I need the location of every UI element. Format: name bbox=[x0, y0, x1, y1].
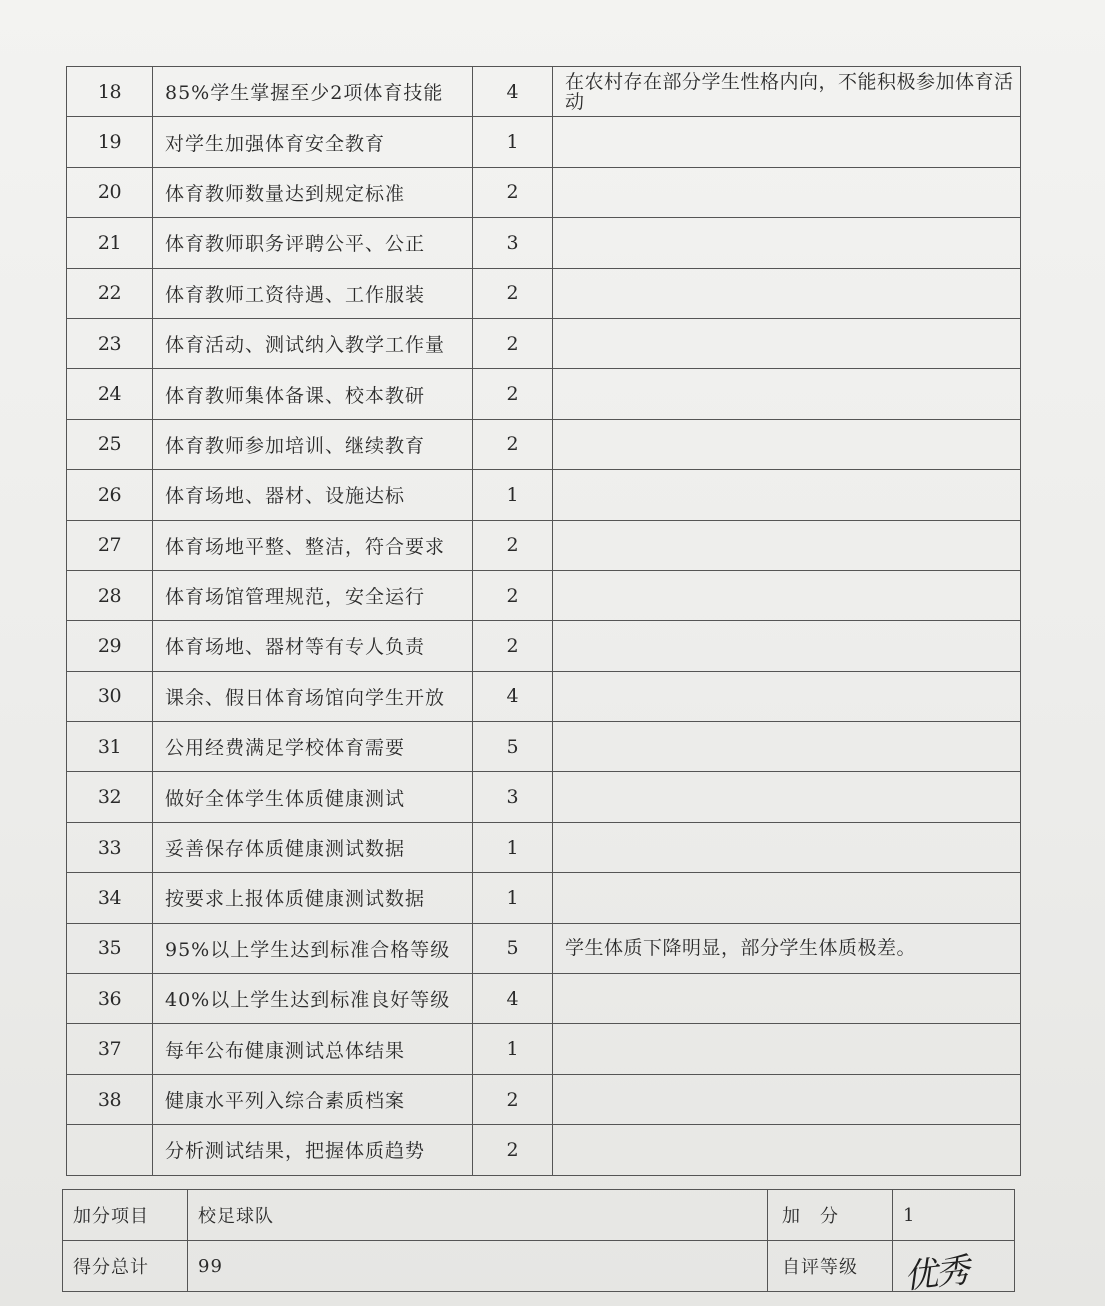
table-row bbox=[67, 772, 1021, 822]
table-row bbox=[67, 218, 1021, 268]
grade-cell bbox=[893, 1241, 1015, 1297]
row-item: 按要求上报体质健康测试数据 bbox=[153, 873, 473, 923]
table-row bbox=[67, 318, 1021, 368]
row-number: 28 bbox=[67, 570, 153, 620]
row-item: 40%以上学生达到标准良好等级 bbox=[153, 974, 473, 1024]
row-note bbox=[553, 520, 1021, 570]
table-row bbox=[67, 67, 1021, 117]
row-score: 2 bbox=[473, 369, 553, 419]
row-score: 1 bbox=[473, 470, 553, 520]
row-item: 每年公布健康测试总体结果 bbox=[153, 1024, 473, 1074]
row-item: 妥善保存体质健康测试数据 bbox=[153, 822, 473, 872]
row-number: 38 bbox=[67, 1074, 153, 1124]
row-item: 体育场地、器材等有专人负责 bbox=[153, 621, 473, 671]
row-note bbox=[553, 470, 1021, 520]
row-number: 22 bbox=[67, 268, 153, 318]
summary-table bbox=[62, 1189, 1015, 1297]
row-number: 36 bbox=[67, 974, 153, 1024]
row-score: 2 bbox=[473, 268, 553, 318]
table-row bbox=[67, 1074, 1021, 1124]
row-item: 体育教师数量达到规定标准 bbox=[153, 167, 473, 217]
row-item: 体育教师集体备课、校本教研 bbox=[153, 369, 473, 419]
row-score: 4 bbox=[473, 67, 553, 117]
row-note bbox=[553, 1024, 1021, 1074]
row-note bbox=[553, 1074, 1021, 1124]
table-row bbox=[67, 822, 1021, 872]
row-number: 21 bbox=[67, 218, 153, 268]
row-note: 在农村存在部分学生性格内向，不能积极参加体育活动 bbox=[553, 67, 1021, 117]
table-row bbox=[67, 369, 1021, 419]
row-score: 4 bbox=[473, 671, 553, 721]
bonus-label: 加分项目 bbox=[63, 1190, 188, 1241]
row-score: 2 bbox=[473, 1074, 553, 1124]
row-note bbox=[553, 369, 1021, 419]
row-number: 35 bbox=[67, 923, 153, 973]
row-score: 3 bbox=[473, 218, 553, 268]
row-number: 26 bbox=[67, 470, 153, 520]
total-value: 99 bbox=[188, 1241, 768, 1292]
row-score: 1 bbox=[473, 822, 553, 872]
row-number: 20 bbox=[67, 167, 153, 217]
row-score: 2 bbox=[473, 419, 553, 469]
row-item: 健康水平列入综合素质档案 bbox=[153, 1074, 473, 1124]
row-number: 30 bbox=[67, 671, 153, 721]
row-number: 25 bbox=[67, 419, 153, 469]
row-note bbox=[553, 117, 1021, 167]
row-note: 学生体质下降明显，部分学生体质极差。 bbox=[553, 923, 1021, 973]
table-row bbox=[67, 268, 1021, 318]
table-row bbox=[67, 470, 1021, 520]
row-item: 对学生加强体育安全教育 bbox=[153, 117, 473, 167]
row-note bbox=[553, 621, 1021, 671]
row-score: 3 bbox=[473, 772, 553, 822]
row-item: 95%以上学生达到标准合格等级 bbox=[153, 923, 473, 973]
row-item: 体育场馆管理规范，安全运行 bbox=[153, 570, 473, 620]
row-note bbox=[553, 722, 1021, 772]
evaluation-table bbox=[66, 66, 1021, 1176]
table-row bbox=[67, 167, 1021, 217]
row-item: 分析测试结果，把握体质趋势 bbox=[153, 1125, 473, 1175]
evaluation-table-body bbox=[67, 67, 1021, 1176]
table-row bbox=[67, 520, 1021, 570]
row-note bbox=[553, 218, 1021, 268]
row-item: 85%学生掌握至少2项体育技能 bbox=[153, 67, 473, 117]
row-score: 1 bbox=[473, 117, 553, 167]
row-item: 体育场地、器材、设施达标 bbox=[153, 470, 473, 520]
row-item: 体育活动、测试纳入教学工作量 bbox=[153, 318, 473, 368]
row-score: 2 bbox=[473, 520, 553, 570]
table-row bbox=[67, 974, 1021, 1024]
row-number bbox=[67, 1125, 153, 1175]
row-item: 课余、假日体育场馆向学生开放 bbox=[153, 671, 473, 721]
row-number: 29 bbox=[67, 621, 153, 671]
row-item: 做好全体学生体质健康测试 bbox=[153, 772, 473, 822]
table-row bbox=[67, 1125, 1021, 1175]
row-note bbox=[553, 570, 1021, 620]
table-row bbox=[67, 117, 1021, 167]
row-score: 2 bbox=[473, 1125, 553, 1175]
row-score: 2 bbox=[473, 318, 553, 368]
table-row bbox=[67, 1024, 1021, 1074]
row-note bbox=[553, 873, 1021, 923]
row-note bbox=[553, 167, 1021, 217]
row-score: 1 bbox=[473, 873, 553, 923]
row-number: 19 bbox=[67, 117, 153, 167]
row-score: 5 bbox=[473, 722, 553, 772]
table-row bbox=[67, 419, 1021, 469]
row-note bbox=[553, 268, 1021, 318]
row-item: 体育教师职务评聘公平、公正 bbox=[153, 218, 473, 268]
row-number: 24 bbox=[67, 369, 153, 419]
row-note bbox=[553, 974, 1021, 1024]
row-note bbox=[553, 772, 1021, 822]
row-item: 体育教师参加培训、继续教育 bbox=[153, 419, 473, 469]
row-number: 37 bbox=[67, 1024, 153, 1074]
row-score: 4 bbox=[473, 974, 553, 1024]
row-note bbox=[553, 1125, 1021, 1175]
row-number: 23 bbox=[67, 318, 153, 368]
bonus-points-label: 加 分 bbox=[768, 1190, 893, 1241]
row-score: 2 bbox=[473, 570, 553, 620]
row-note bbox=[553, 318, 1021, 368]
row-number: 31 bbox=[67, 722, 153, 772]
row-score: 1 bbox=[473, 1024, 553, 1074]
row-number: 34 bbox=[67, 873, 153, 923]
row-item: 公用经费满足学校体育需要 bbox=[153, 722, 473, 772]
table-row bbox=[67, 570, 1021, 620]
row-score: 5 bbox=[473, 923, 553, 973]
total-label: 得分总计 bbox=[63, 1241, 188, 1292]
row-number: 18 bbox=[67, 67, 153, 117]
table-row bbox=[67, 722, 1021, 772]
table-row bbox=[67, 923, 1021, 973]
row-note bbox=[553, 419, 1021, 469]
bonus-points: 1 bbox=[893, 1190, 1015, 1241]
row-score: 2 bbox=[473, 621, 553, 671]
bonus-item: 校足球队 bbox=[188, 1190, 768, 1241]
row-number: 27 bbox=[67, 520, 153, 570]
table-row bbox=[67, 873, 1021, 923]
grade-label: 自评等级 bbox=[768, 1241, 893, 1292]
row-score: 2 bbox=[473, 167, 553, 217]
row-number: 33 bbox=[67, 822, 153, 872]
bonus-row bbox=[63, 1190, 1015, 1241]
row-number: 32 bbox=[67, 772, 153, 822]
total-row bbox=[63, 1241, 1015, 1292]
row-note bbox=[553, 822, 1021, 872]
table-row bbox=[67, 671, 1021, 721]
row-item: 体育教师工资待遇、工作服装 bbox=[153, 268, 473, 318]
row-note bbox=[553, 671, 1021, 721]
grade-handwritten: 优秀 bbox=[901, 1250, 970, 1297]
table-row bbox=[67, 621, 1021, 671]
row-item: 体育场地平整、整洁，符合要求 bbox=[153, 520, 473, 570]
